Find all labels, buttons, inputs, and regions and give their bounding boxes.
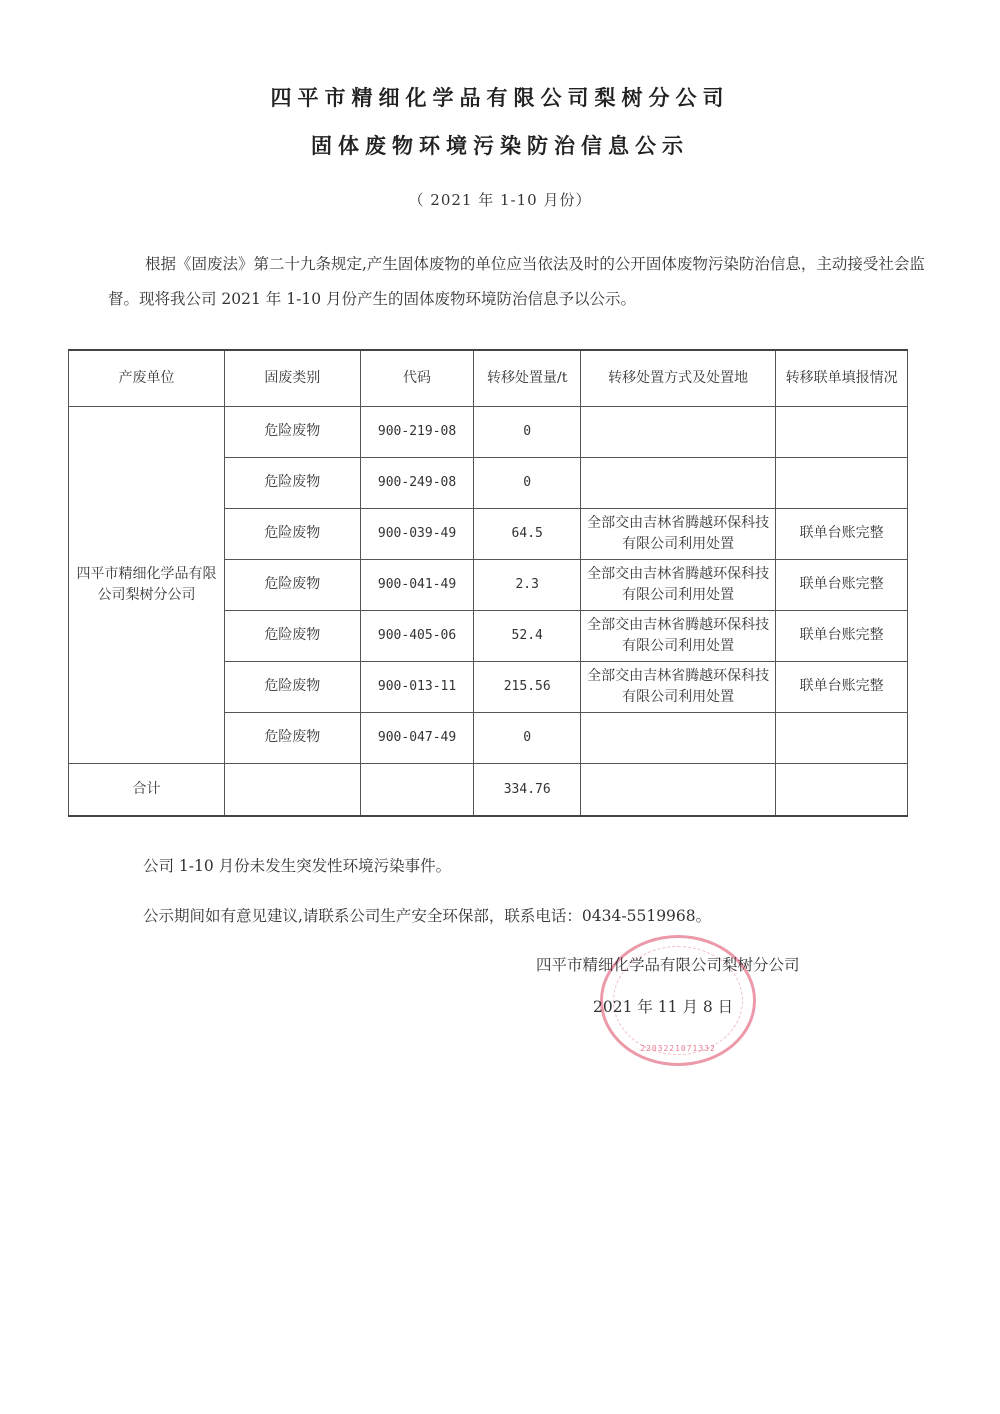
stamp-code: 2203221071332: [640, 1044, 716, 1053]
document-subtitle: 固体废物环境污染防治信息公示: [311, 134, 689, 158]
code-cell: 900-219-08: [360, 406, 474, 457]
code-cell: 900-013-11: [360, 661, 474, 712]
amount-cell: 0: [474, 712, 581, 763]
category-cell: 危险废物: [224, 712, 360, 763]
manifest-cell: [776, 406, 908, 457]
manifest-cell: 联单台账完整: [776, 661, 908, 712]
waste-unit-cell: 四平市精细化学品有限公司梨树分公司: [69, 406, 225, 763]
amount-cell: 0: [474, 406, 581, 457]
total-amount: 334.76: [474, 763, 581, 816]
amount-cell: 64.5: [474, 508, 581, 559]
header-unit: 产废单位: [69, 350, 225, 406]
category-cell: 危险废物: [224, 610, 360, 661]
manifest-cell: 联单台账完整: [776, 508, 908, 559]
code-cell: 900-039-49: [360, 508, 474, 559]
category-cell: 危险废物: [224, 457, 360, 508]
solid-waste-table: [68, 349, 908, 817]
total-empty-cell: [224, 763, 360, 816]
method-cell: 全部交由吉林省腾越环保科技有限公司利用处置: [581, 508, 776, 559]
amount-cell: 2.3: [474, 559, 581, 610]
signature-company: 四平市精细化学品有限公司梨树分公司: [536, 956, 800, 974]
manifest-cell: [776, 457, 908, 508]
category-cell: 危险废物: [224, 559, 360, 610]
manifest-cell: [776, 712, 908, 763]
code-cell: 900-041-49: [360, 559, 474, 610]
document-title: 四平市精细化学品有限公司梨树分公司: [270, 86, 730, 110]
contact-note: 公示期间如有意见建议,请联系公司生产安全环保部，联系电话：0434-5519968。: [143, 907, 712, 925]
code-cell: 900-405-06: [360, 610, 474, 661]
amount-cell: 215.56: [474, 661, 581, 712]
manifest-cell: 联单台账完整: [776, 610, 908, 661]
manifest-cell: 联单台账完整: [776, 559, 908, 610]
method-cell: [581, 457, 776, 508]
table-row: [69, 406, 908, 457]
total-label: 合计: [69, 763, 225, 816]
header-manifest: 转移联单填报情况: [776, 350, 908, 406]
amount-cell: 52.4: [474, 610, 581, 661]
total-row: [69, 763, 908, 816]
code-cell: 900-047-49: [360, 712, 474, 763]
method-cell: [581, 406, 776, 457]
method-cell: 全部交由吉林省腾越环保科技有限公司利用处置: [581, 610, 776, 661]
amount-cell: 0: [474, 457, 581, 508]
reporting-period: （ 2021 年 1-10 月份）: [408, 191, 592, 209]
incident-note: 公司 1-10 月份未发生突发性环境污染事件。: [143, 857, 452, 875]
method-cell: 全部交由吉林省腾越环保科技有限公司利用处置: [581, 559, 776, 610]
method-cell: 全部交由吉林省腾越环保科技有限公司利用处置: [581, 661, 776, 712]
category-cell: 危险废物: [224, 508, 360, 559]
header-code: 代码: [360, 350, 474, 406]
total-empty-cell: [360, 763, 474, 816]
signature-date: 2021 年 11 月 8 日: [593, 998, 734, 1016]
method-cell: [581, 712, 776, 763]
total-empty-cell: [581, 763, 776, 816]
table-header-row: [69, 350, 908, 406]
header-category: 固废类别: [224, 350, 360, 406]
intro-paragraph: 根据《固废法》第二十九条规定,产生固体废物的单位应当依法及时的公开固体废物污染防治信息，主动接受社会监督。现将我公司 2021 年 1-10 月份产生的固体废物环境防治信息予以公示。: [108, 255, 925, 308]
header-amount: 转移处置量/t: [474, 350, 581, 406]
header-method: 转移处置方式及处置地: [581, 350, 776, 406]
total-empty-cell: [776, 763, 908, 816]
category-cell: 危险废物: [224, 661, 360, 712]
code-cell: 900-249-08: [360, 457, 474, 508]
category-cell: 危险废物: [224, 406, 360, 457]
